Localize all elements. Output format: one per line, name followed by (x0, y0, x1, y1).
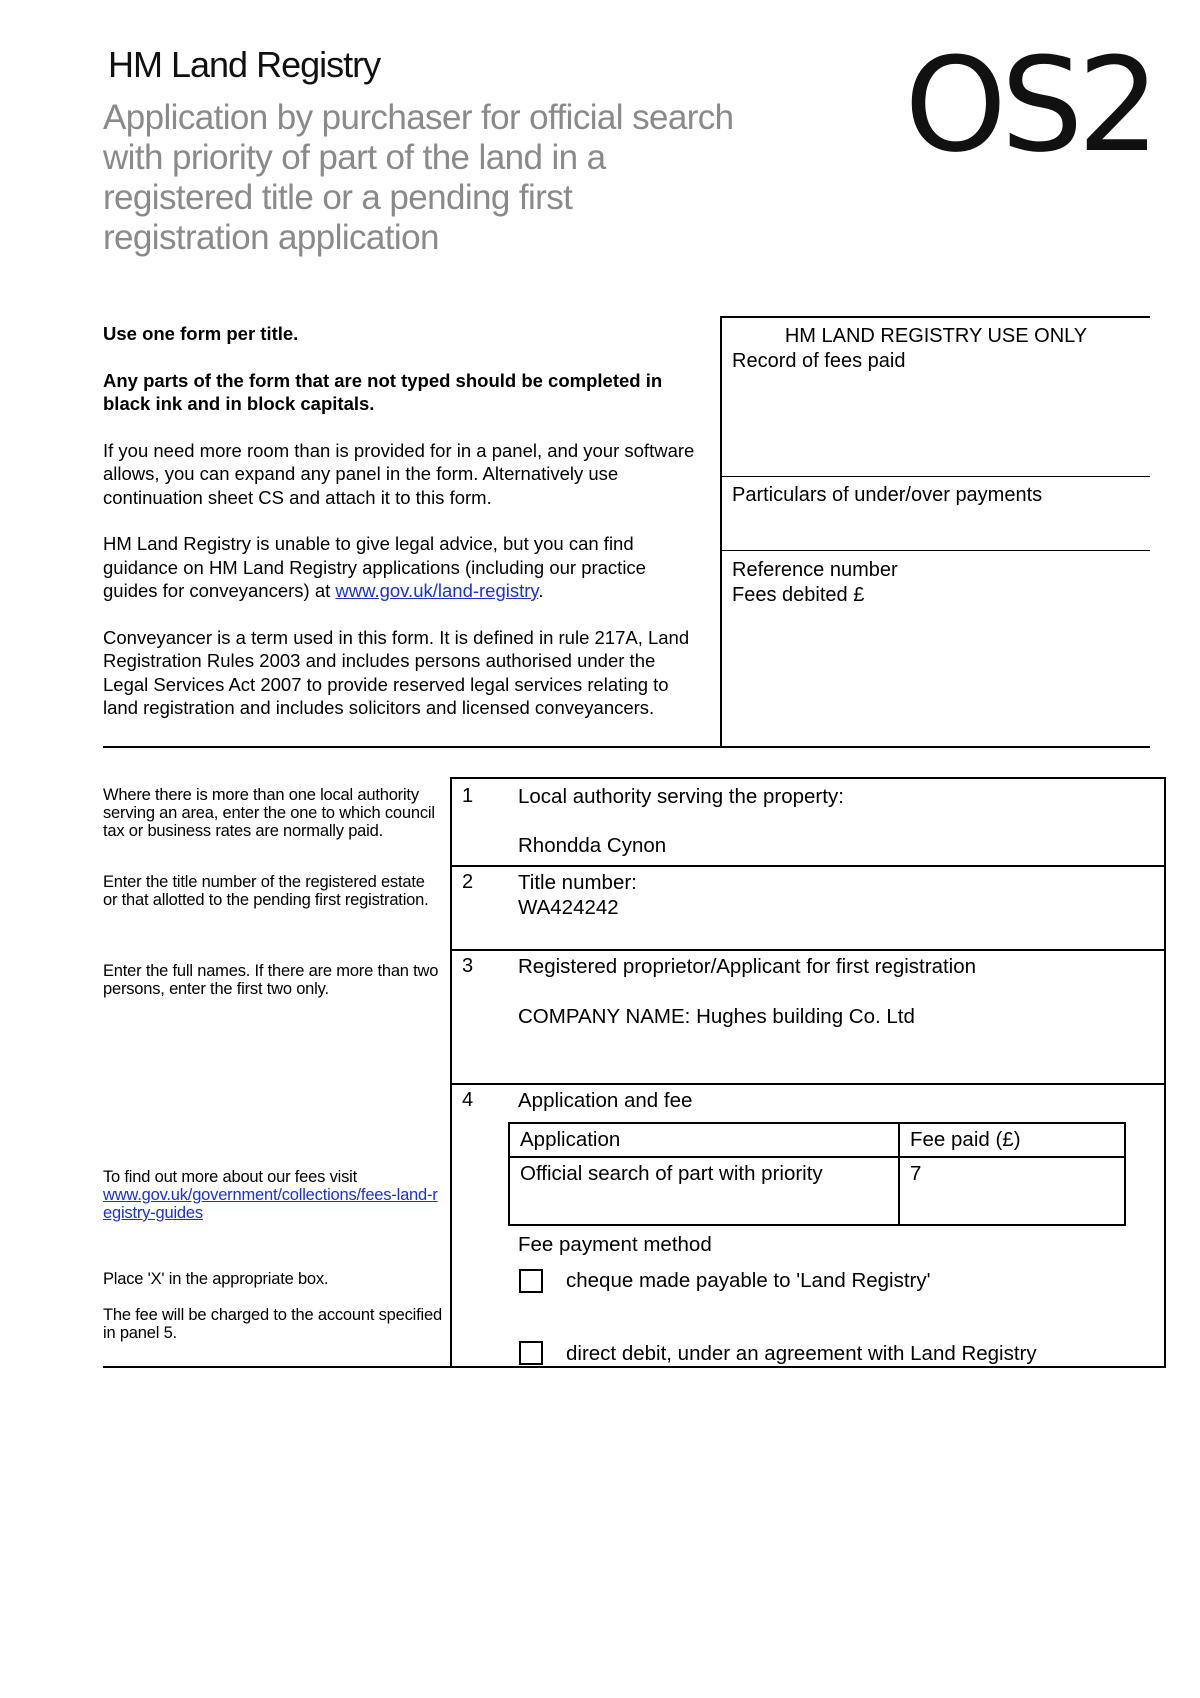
note-fees (103, 1168, 443, 1222)
panels-bottom-rule (103, 1366, 1166, 1368)
panel-4 (452, 1083, 1164, 1369)
fees-guides-link[interactable]: www.gov.uk/government/collections/fees-land-registry-guides (103, 1186, 438, 1222)
instruction-block-capitals: Any parts of the form that are not typed should be completed in black ink and in block capitals. (103, 369, 663, 414)
panel-1-number: 1 (462, 785, 474, 807)
application-fee-table (508, 1122, 1126, 1226)
note-local-authority: Where there is more than one local authority serving an area, enter the one to which council tax or business rates are normally paid. (103, 786, 435, 840)
brand-name: HM Land Registry (108, 44, 381, 85)
note-fees-text: To find out more about our fees visit (103, 1168, 357, 1186)
form-title: Application by purchaser for official search with priority of part of the land in a registered title or a pending first registration application (103, 98, 734, 257)
direct-debit-option-label: direct debit, under an agreement with Land Registry (566, 1342, 1037, 1365)
instruction-conveyancer: Conveyancer is a term used in this form. It is defined in rule 217A, Land Registration Rules 2003 and includes persons authorised under the Legal Services Act 2007 to provide reserved legal services relating to land registration and includes solicitors and licensed conveyancers. (103, 626, 690, 718)
panel-4-number: 4 (462, 1089, 474, 1111)
instructions (103, 322, 703, 743)
legal-advice-end: . (538, 580, 544, 601)
panel-1 (452, 779, 1164, 867)
note-full-names: Enter the full names. If there are more than two persons, enter the first two only. (103, 962, 439, 998)
reference-number-label: Reference number (732, 559, 898, 581)
panel-2-number: 2 (462, 871, 474, 893)
panel-3-label: Registered proprietor/Applicant for first registration (518, 955, 977, 978)
fee-table-header-application: Application (509, 1123, 899, 1157)
instruction-more-room: If you need more room than is provided for in a panel, and your software allows, you can expand any panel in the form. Alternatively use continuation sheet CS and attach it to this form. (103, 439, 695, 508)
fees-paid-label: Record of fees paid (732, 350, 906, 372)
form-panels (450, 777, 1166, 1367)
panel-4-label: Application and fee (518, 1089, 693, 1112)
note-title-number: Enter the title number of the registered estate or that allotted to the pending first registration. (103, 873, 429, 909)
fees-paid-section (722, 318, 1150, 477)
instruction-one-form: Use one form per title. (103, 323, 299, 344)
particulars-label: Particulars of under/over payments (732, 484, 1043, 506)
panel-1-label: Local authority serving the property: (518, 785, 844, 808)
panel-3 (452, 949, 1164, 1085)
application-type-value[interactable]: Official search of part with priority (509, 1157, 899, 1225)
registry-use-only-box (720, 316, 1150, 747)
cheque-checkbox[interactable] (519, 1269, 543, 1293)
registry-use-heading: HM LAND REGISTRY USE ONLY (784, 325, 1088, 347)
cheque-option-label: cheque made payable to 'Land Registry' (566, 1269, 931, 1292)
title-number-value[interactable]: WA424242 (518, 896, 619, 919)
reference-section (722, 551, 1150, 747)
fee-table-header (509, 1123, 1125, 1157)
fee-paid-value[interactable]: 7 (899, 1157, 1125, 1225)
note-place-x: Place 'X' in the appropriate box. (103, 1270, 329, 1288)
note-fee-account: The fee will be charged to the account specified in panel 5. (103, 1306, 442, 1342)
panel-2-label: Title number: (518, 871, 637, 894)
fees-debited-label: Fees debited £ (732, 584, 865, 606)
proprietor-value[interactable]: COMPANY NAME: Hughes building Co. Ltd (518, 1005, 915, 1028)
direct-debit-checkbox[interactable] (519, 1341, 543, 1365)
form-code: OS2 (904, 29, 1154, 181)
panel-2 (452, 865, 1164, 951)
fee-payment-method-label: Fee payment method (518, 1233, 712, 1256)
land-registry-link[interactable]: www.gov.uk/land-registry (335, 580, 539, 601)
section-divider (103, 746, 1150, 748)
fee-table-row (509, 1157, 1125, 1225)
panel-3-number: 3 (462, 955, 474, 977)
legal-advice-text: HM Land Registry is unable to give legal advice, but you can find guidance on HM Land Registry applications (including our practice guides for conveyancers) at (103, 533, 646, 601)
instruction-legal-advice (103, 532, 703, 603)
particulars-section (722, 477, 1150, 551)
fee-table-header-fee: Fee paid (£) (899, 1123, 1125, 1157)
local-authority-value[interactable]: Rhondda Cynon (518, 834, 667, 857)
